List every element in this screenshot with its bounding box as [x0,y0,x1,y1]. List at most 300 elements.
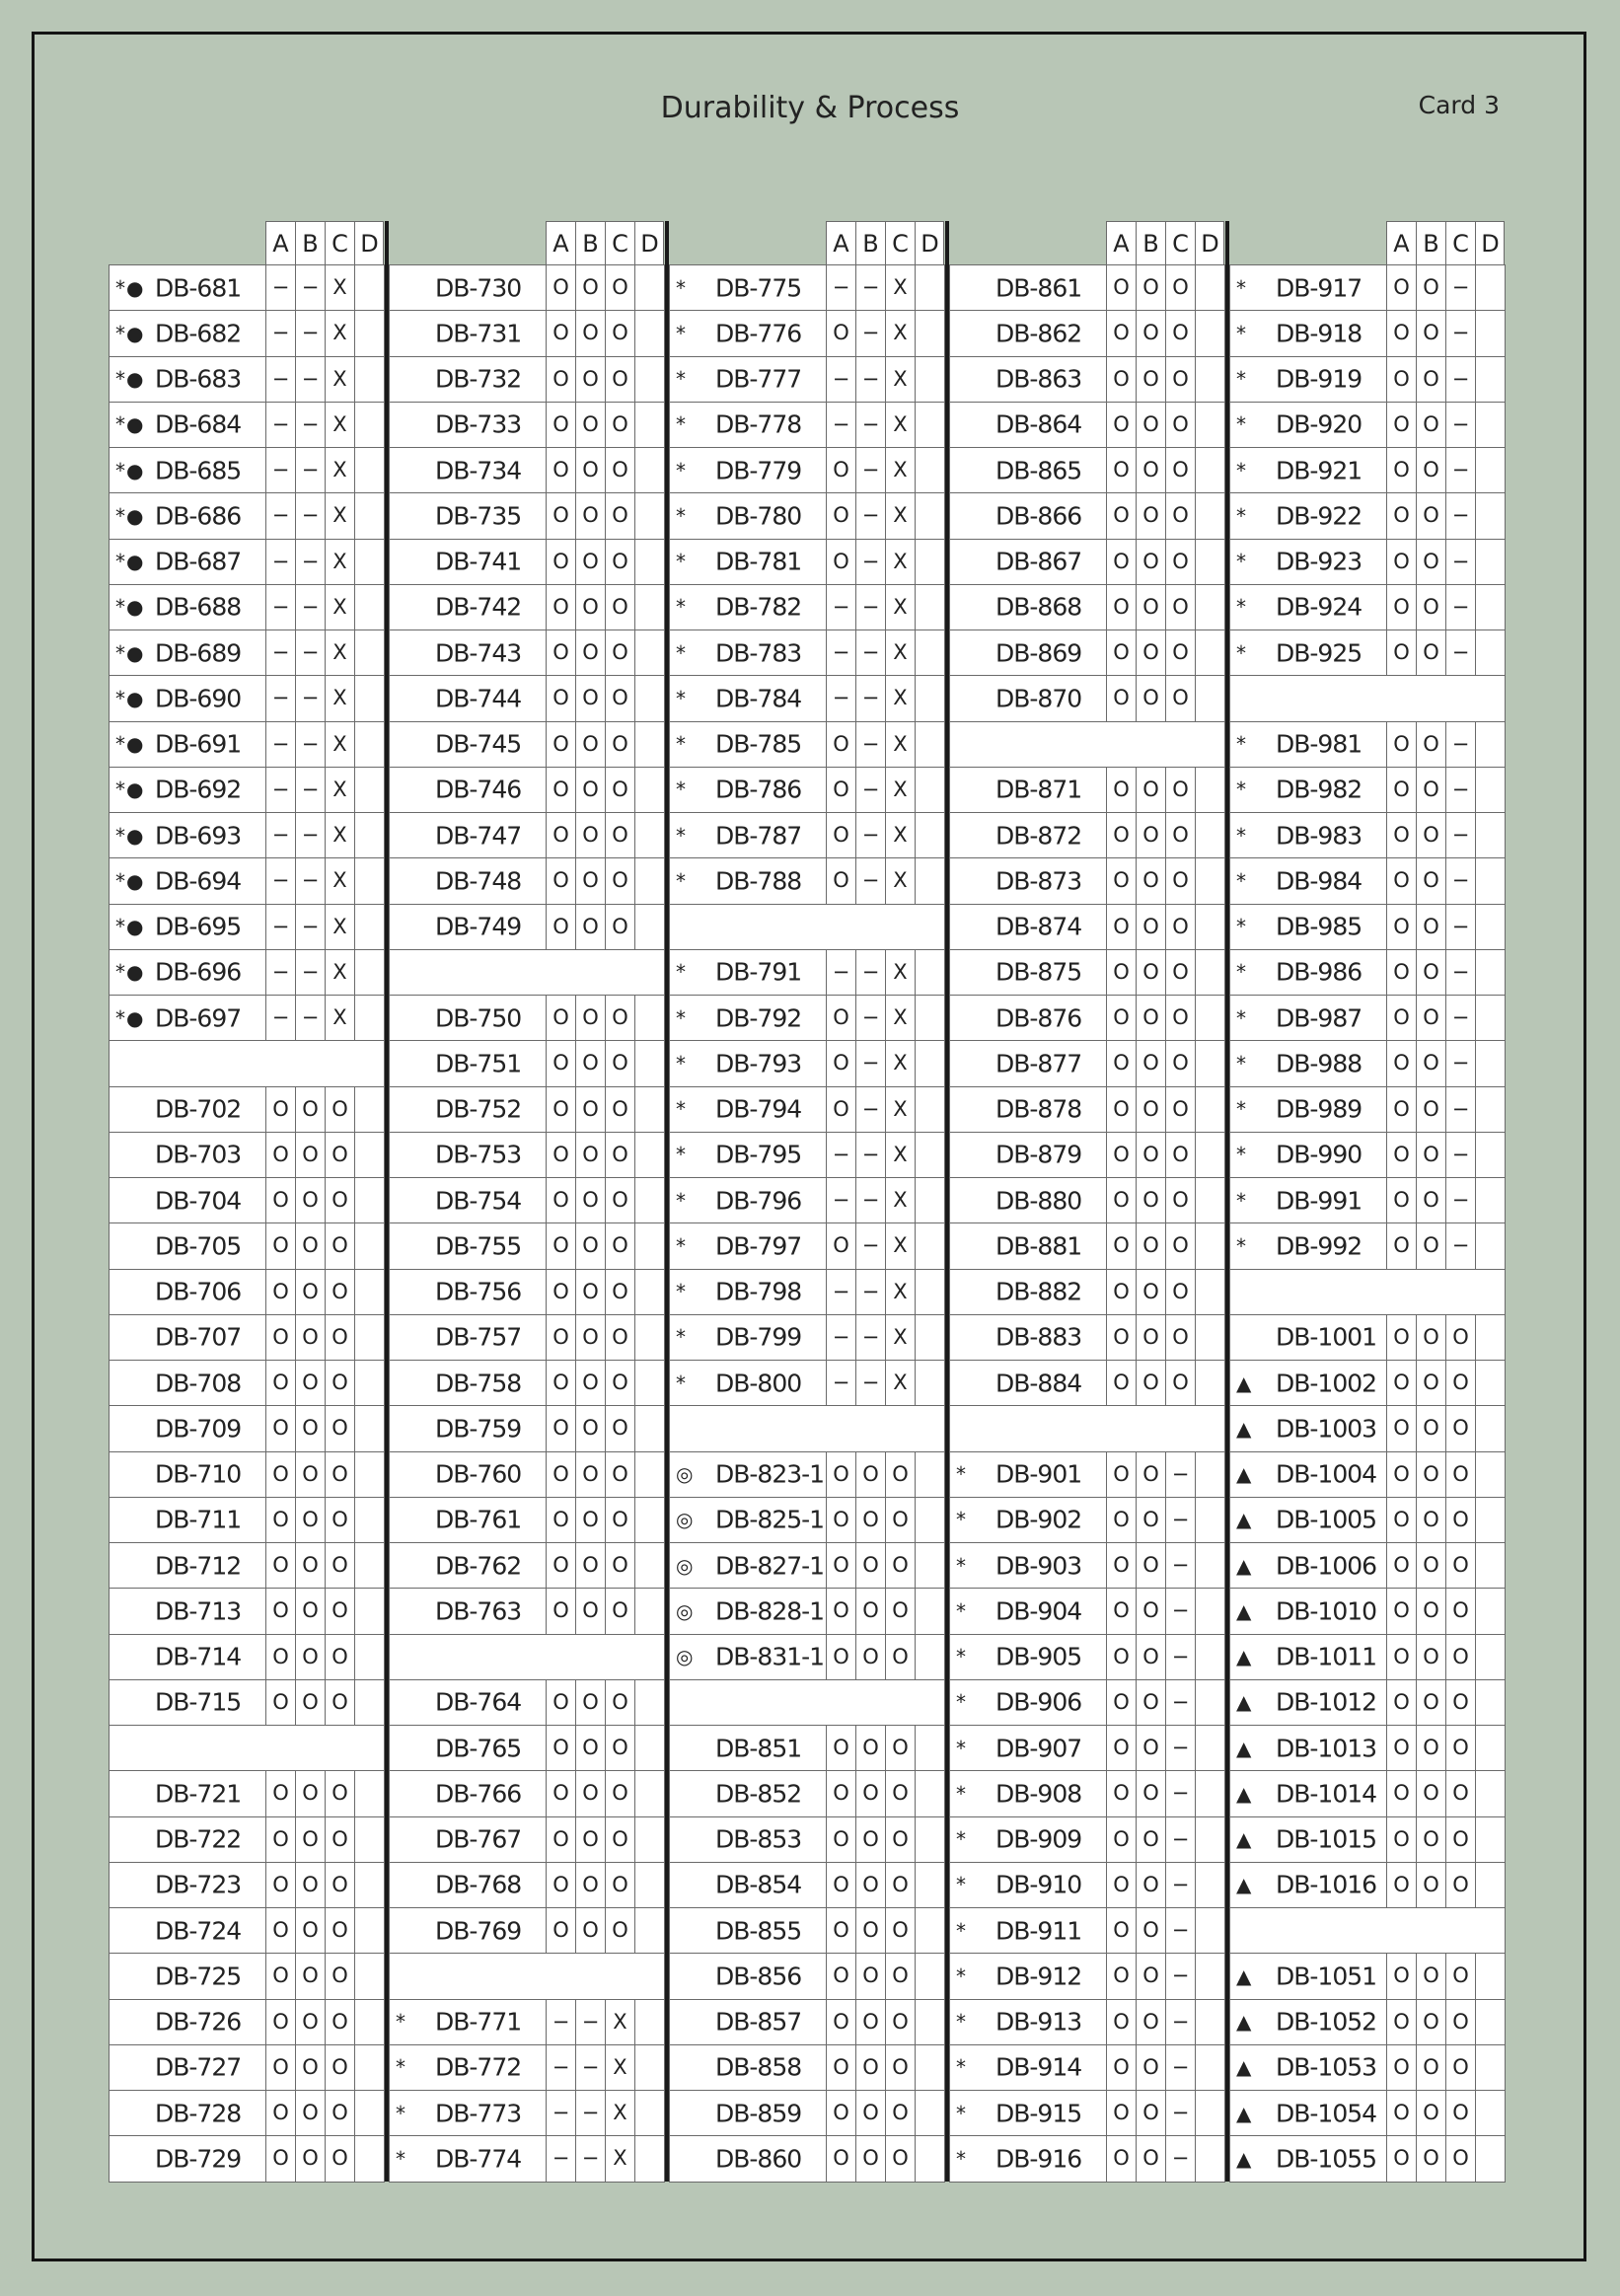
model-cell [390,1543,547,1589]
model-code: DB-755 [435,1231,522,1261]
rating-a: O [1107,402,1137,447]
rating-a: O [1387,1816,1417,1862]
model-cell [110,630,266,676]
model-cell [950,1862,1107,1907]
rating-d [635,2136,665,2182]
rating-b: − [576,2136,606,2182]
rating-d [1476,1816,1506,1862]
rating-b: O [1417,1041,1446,1086]
header-letter-d: D [915,222,944,265]
row-marker: * [676,595,687,620]
model-cell [110,767,266,812]
spacer-row [670,1679,945,1725]
rating-a: O [547,1314,576,1360]
rating-b: O [1417,1497,1446,1542]
table-row [950,1178,1225,1223]
rating-c: X [326,265,355,311]
rating-d [1476,1954,1506,1999]
model-cell [110,2136,266,2182]
table-row [390,1223,665,1269]
rating-a: O [827,1862,856,1907]
rating-c: O [1166,539,1196,584]
model-code: DB-831-1 [715,1642,825,1671]
table-row [1230,402,1506,447]
rating-d [1476,584,1506,630]
row-marker: * [676,868,687,893]
model-code: DB-754 [435,1186,522,1216]
model-cell [950,584,1107,630]
rating-b: O [1137,311,1166,356]
table-row [670,1589,945,1634]
model-cell [110,1908,266,1954]
rating-c: O [326,1999,355,2044]
spacer-cell [635,1954,665,1999]
model-code: DB-901 [995,1459,1082,1489]
rating-c: O [326,1634,355,1679]
model-cell [110,402,266,447]
model-cell [1230,448,1387,493]
model-cell [670,996,827,1041]
model-code: DB-919 [1276,364,1362,394]
model-cell [1230,539,1387,584]
rating-d [355,1908,385,1954]
rating-d [1196,1497,1225,1542]
rating-b: − [856,1314,886,1360]
rating-d [916,356,945,402]
rating-c: − [1446,539,1476,584]
rating-a: O [1387,1406,1417,1451]
table-row [110,1862,385,1907]
table-row [950,630,1225,676]
model-code: DB-1015 [1276,1824,1377,1854]
rating-a: O [1107,1816,1137,1862]
model-code: DB-760 [435,1459,522,1489]
row-marker: ▲ [1236,1462,1253,1487]
table-row [670,1862,945,1907]
model-code: DB-768 [435,1870,522,1899]
rating-a: O [547,1908,576,1954]
table-row [110,904,385,949]
row-marker: * [396,2101,406,2125]
rating-a: O [1387,1361,1417,1406]
rating-c: O [606,1816,635,1862]
rating-c: − [1446,721,1476,767]
model-cell [670,949,827,995]
rating-d [1476,1771,1506,1816]
table-row [110,265,385,311]
rating-a: O [547,311,576,356]
table-row [390,356,665,402]
rating-d [1196,1726,1225,1771]
table-row [670,1816,945,1862]
table-row [1230,996,1506,1041]
model-cell [670,1041,827,1086]
model-code: DB-787 [715,821,802,851]
model-cell [670,356,827,402]
rating-c: O [326,1178,355,1223]
table-row [1230,904,1506,949]
rating-b: − [856,1132,886,1177]
rating-a: − [827,265,856,311]
rating-a: − [827,676,856,721]
table-row [950,1589,1225,1634]
table-row [950,1908,1225,1954]
rating-b: O [1137,448,1166,493]
table-row [950,1361,1225,1406]
model-code: DB-880 [995,1186,1082,1216]
rating-b: O [1417,1406,1446,1451]
row-marker: * [676,686,687,710]
rating-b: − [296,996,326,1041]
rating-b: O [296,1132,326,1177]
rating-b: − [856,265,886,311]
rating-d [1476,1497,1506,1542]
rating-c: − [1446,949,1476,995]
rating-d [916,630,945,676]
column-separator [665,221,669,2182]
rating-c: X [886,448,916,493]
model-cell [950,1223,1107,1269]
spacer-row [390,949,665,995]
rating-b: O [856,2044,886,2090]
header-letter-a: A [826,222,855,265]
table-row [390,1314,665,1360]
rating-a: O [1387,539,1417,584]
rating-a: O [1107,584,1137,630]
rating-c: O [1446,1589,1476,1634]
rating-c: X [886,584,916,630]
rating-c: O [1446,1634,1476,1679]
table-row [110,949,385,995]
row-marker: * [1236,960,1247,985]
rating-c: X [886,1223,916,1269]
rating-a: − [266,356,296,402]
rating-b: O [1417,584,1446,630]
spacer-cell [886,904,916,949]
model-cell [1230,1679,1387,1725]
rating-d [355,1543,385,1589]
model-code: DB-921 [1276,456,1362,485]
table-row [1230,265,1506,311]
rating-a: O [1387,1178,1417,1223]
rating-c: O [1166,1132,1196,1177]
rating-a: O [1107,1041,1137,1086]
rating-a: O [266,1999,296,2044]
rating-d [355,539,385,584]
rating-b: O [296,1178,326,1223]
rating-a: O [1107,1223,1137,1269]
model-code: DB-749 [435,912,522,941]
rating-a: O [1387,858,1417,904]
rating-c: X [326,311,355,356]
table-row [1230,1771,1506,1816]
table-row [390,813,665,858]
rating-d [355,1086,385,1132]
rating-a: − [827,1132,856,1177]
model-cell [110,1178,266,1223]
rating-b: − [296,448,326,493]
table-row [110,1223,385,1269]
model-code: DB-742 [435,592,522,622]
table-row [110,858,385,904]
rating-b: O [576,448,606,493]
rating-b: O [296,1223,326,1269]
model-cell [390,721,547,767]
table-row [670,539,945,584]
rating-d [1196,1679,1225,1725]
model-cell [1230,1589,1387,1634]
rating-b: − [856,767,886,812]
model-cell [390,2091,547,2136]
model-code: DB-1013 [1276,1734,1377,1763]
rating-a: O [1387,1086,1417,1132]
rating-c: X [886,858,916,904]
rating-c: X [886,1178,916,1223]
table-row [950,996,1225,1041]
rating-d [1476,2044,1506,2090]
rating-c: − [1446,904,1476,949]
rating-c: O [886,1862,916,1907]
rating-d [1476,311,1506,356]
rating-c: O [1166,1086,1196,1132]
header-letter-a: A [546,222,575,265]
model-code: DB-922 [1276,501,1362,531]
model-code: DB-991 [1276,1186,1362,1216]
rating-c: − [1166,1543,1196,1589]
table-row [950,1314,1225,1360]
rating-d [355,1497,385,1542]
rating-c: O [1446,1726,1476,1771]
rating-b: − [856,1361,886,1406]
rating-d [1476,1178,1506,1223]
model-code: DB-793 [715,1049,802,1078]
rating-a: O [547,1862,576,1907]
rating-b: O [1417,1679,1446,1725]
rating-d [355,448,385,493]
row-marker: * [676,1143,687,1167]
rating-b: − [856,1178,886,1223]
rating-b: O [1417,1314,1446,1360]
rating-b: O [1137,584,1166,630]
model-cell [110,858,266,904]
model-code: DB-903 [995,1551,1082,1581]
row-marker: * [676,1370,687,1395]
model-code: DB-710 [155,1459,242,1489]
model-code: DB-773 [435,2099,522,2128]
rating-b: O [576,1361,606,1406]
row-marker: * [676,823,687,848]
table-row [1230,630,1506,676]
model-code: DB-753 [435,1140,522,1169]
rating-b: O [1417,630,1446,676]
model-cell [110,1269,266,1314]
model-code: DB-771 [435,2007,522,2037]
table-row [110,311,385,356]
rating-c: − [1166,1679,1196,1725]
model-code: DB-988 [1276,1049,1362,1078]
model-code: DB-1005 [1276,1505,1377,1534]
rating-a: O [266,1223,296,1269]
rating-b: O [1417,1451,1446,1497]
rating-c: X [326,949,355,995]
rating-a: O [827,1223,856,1269]
column-header [1386,221,1505,264]
rating-b: O [1137,1771,1166,1816]
rating-d [916,1497,945,1542]
model-cell [1230,858,1387,904]
rating-a: − [266,448,296,493]
model-code: DB-795 [715,1140,802,1169]
rating-d [916,2136,945,2182]
rating-a: O [547,1816,576,1862]
rating-a: O [266,2136,296,2182]
rating-d [1196,311,1225,356]
row-marker: *● [115,778,145,802]
rating-c: O [326,1269,355,1314]
rating-b: O [856,1954,886,1999]
model-code: DB-797 [715,1231,802,1261]
model-code: DB-799 [715,1322,802,1352]
rating-d [1196,1862,1225,1907]
spacer-cell [606,1954,635,1999]
rating-a: − [266,767,296,812]
model-code: DB-731 [435,319,522,348]
rating-b: O [296,1679,326,1725]
rating-c: X [326,584,355,630]
rating-c: O [886,1497,916,1542]
model-code: DB-703 [155,1140,242,1169]
model-cell [950,448,1107,493]
table-row [670,1954,945,1999]
row-marker: ▲ [1236,1690,1253,1715]
model-cell [950,2091,1107,2136]
spacer-cell [355,1726,385,1771]
rating-d [635,2091,665,2136]
row-marker: * [1236,778,1247,802]
table-row [670,996,945,1041]
spacer-cell [1107,1406,1137,1451]
model-code: DB-714 [155,1642,242,1671]
rating-d [635,2044,665,2090]
model-code: DB-747 [435,821,522,851]
table-block [389,264,665,2183]
model-code: DB-981 [1276,729,1362,759]
model-code: DB-859 [715,2099,802,2128]
rating-a: O [1107,1771,1137,1816]
model-cell [110,1679,266,1725]
rating-a: O [1107,448,1137,493]
table-row [390,493,665,539]
row-marker: * [676,367,687,392]
rating-d [1476,813,1506,858]
rating-d [916,2091,945,2136]
rating-c: O [326,1132,355,1177]
model-code: DB-1012 [1276,1687,1377,1717]
table-block [669,264,945,2183]
spacer-cell [326,1041,355,1086]
rating-a: O [1107,1269,1137,1314]
rating-a: O [1387,904,1417,949]
model-cell [110,448,266,493]
spacer-row [110,1041,385,1086]
model-cell [950,904,1107,949]
model-code: DB-875 [995,957,1082,987]
model-cell [670,2091,827,2136]
model-code: DB-704 [155,1186,242,1216]
rating-b: O [1137,1314,1166,1360]
rating-c: O [1446,1816,1476,1862]
rating-d [355,996,385,1041]
model-cell [950,1954,1107,1999]
model-code: DB-825-1 [715,1505,825,1534]
model-cell [1230,402,1387,447]
rating-d [916,493,945,539]
rating-d [916,1543,945,1589]
rating-b: O [856,1862,886,1907]
header-letter-c: C [885,222,915,265]
table-row [950,1086,1225,1132]
spacer-cell [266,1726,296,1771]
row-marker: * [396,2055,406,2080]
row-marker: * [956,1598,967,1623]
row-marker: *● [115,686,145,710]
table-row [670,1269,945,1314]
rating-d [635,1589,665,1634]
rating-d [635,1041,665,1086]
rating-b: − [576,2091,606,2136]
model-cell [950,1999,1107,2044]
model-code: DB-858 [715,2052,802,2082]
rating-a: − [266,676,296,721]
rating-d [1196,1999,1225,2044]
table-row [670,1908,945,1954]
table-row [670,1634,945,1679]
model-code: DB-863 [995,364,1082,394]
rating-b: O [1417,949,1446,995]
rating-a: O [1387,1589,1417,1634]
model-code: DB-990 [1276,1140,1362,1169]
model-code: DB-865 [995,456,1082,485]
rating-b: O [1137,1361,1166,1406]
spacer-cell [110,1726,266,1771]
table-row [390,448,665,493]
table-row [390,1771,665,1816]
rating-a: O [547,1771,576,1816]
rating-d [1196,1361,1225,1406]
spacer-cell [547,1634,576,1679]
table-row [110,1497,385,1542]
model-cell [110,584,266,630]
rating-c: − [1166,1589,1196,1634]
rating-d [1476,402,1506,447]
model-code: DB-856 [715,1962,802,1991]
rating-d [916,1178,945,1223]
rating-a: − [266,265,296,311]
model-code: DB-761 [435,1505,522,1534]
rating-b: O [1137,356,1166,402]
model-cell [110,539,266,584]
table-row [1230,2044,1506,2090]
model-cell [670,1999,827,2044]
column-header [265,221,384,264]
model-code: DB-778 [715,409,802,439]
rating-d [916,813,945,858]
model-cell [950,1589,1107,1634]
model-code: DB-745 [435,729,522,759]
model-cell [390,676,547,721]
rating-c: O [886,1726,916,1771]
model-cell [1230,630,1387,676]
